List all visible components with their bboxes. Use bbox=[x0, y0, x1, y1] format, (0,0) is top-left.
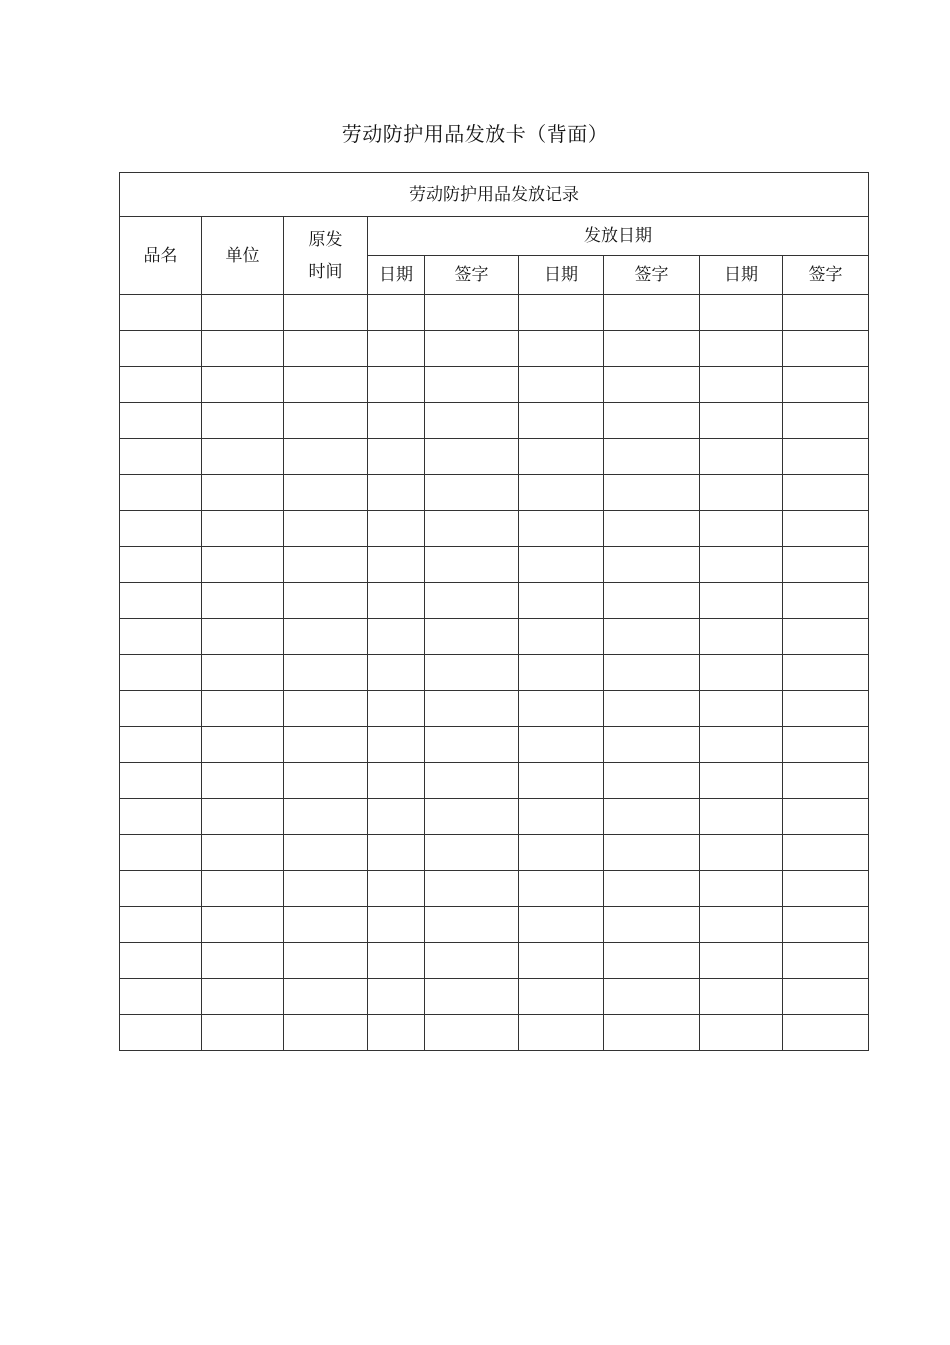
cell-date-1[interactable] bbox=[368, 1015, 425, 1051]
table-row bbox=[120, 475, 869, 511]
cell-item-name[interactable] bbox=[120, 763, 202, 799]
cell-signature-2[interactable] bbox=[604, 1015, 700, 1051]
cell-unit[interactable] bbox=[202, 691, 284, 727]
cell-date-2[interactable] bbox=[519, 835, 604, 871]
cell-signature-1[interactable] bbox=[425, 439, 519, 475]
cell-date-1[interactable] bbox=[368, 511, 425, 547]
cell-signature-3[interactable] bbox=[783, 619, 869, 655]
cell-date-2[interactable] bbox=[519, 547, 604, 583]
cell-signature-3[interactable] bbox=[783, 799, 869, 835]
cell-date-1[interactable] bbox=[368, 619, 425, 655]
cell-signature-1[interactable] bbox=[425, 1015, 519, 1051]
cell-original-issue-time[interactable] bbox=[284, 475, 368, 511]
header-sub-date-1: 日期 bbox=[368, 256, 425, 295]
cell-signature-2[interactable] bbox=[604, 583, 700, 619]
cell-date-1[interactable] bbox=[368, 691, 425, 727]
issue-record-table bbox=[119, 172, 869, 1051]
cell-date-2[interactable] bbox=[519, 979, 604, 1015]
cell-signature-3[interactable] bbox=[783, 1015, 869, 1051]
cell-original-issue-time[interactable] bbox=[284, 799, 368, 835]
table-row bbox=[120, 367, 869, 403]
cell-date-3[interactable] bbox=[700, 907, 783, 943]
cell-signature-1[interactable] bbox=[425, 871, 519, 907]
table-row bbox=[120, 943, 869, 979]
cell-original-issue-time[interactable] bbox=[284, 583, 368, 619]
cell-date-2[interactable] bbox=[519, 727, 604, 763]
cell-date-2[interactable] bbox=[519, 943, 604, 979]
cell-signature-1[interactable] bbox=[425, 295, 519, 331]
cell-item-name[interactable] bbox=[120, 619, 202, 655]
cell-original-issue-time[interactable] bbox=[284, 403, 368, 439]
cell-signature-3[interactable] bbox=[783, 655, 869, 691]
cell-signature-1[interactable] bbox=[425, 619, 519, 655]
cell-date-3[interactable] bbox=[700, 655, 783, 691]
header-unit: 单位 bbox=[202, 217, 284, 295]
table-row bbox=[120, 655, 869, 691]
header-sub-date-3: 日期 bbox=[700, 256, 783, 295]
cell-signature-2[interactable] bbox=[604, 331, 700, 367]
cell-unit[interactable] bbox=[202, 655, 284, 691]
cell-unit[interactable] bbox=[202, 871, 284, 907]
cell-signature-1[interactable] bbox=[425, 835, 519, 871]
cell-item-name[interactable] bbox=[120, 727, 202, 763]
cell-signature-2[interactable] bbox=[604, 655, 700, 691]
cell-original-issue-time[interactable] bbox=[284, 943, 368, 979]
cell-signature-3[interactable] bbox=[783, 727, 869, 763]
cell-signature-1[interactable] bbox=[425, 511, 519, 547]
cell-unit[interactable] bbox=[202, 547, 284, 583]
cell-signature-1[interactable] bbox=[425, 763, 519, 799]
table-row bbox=[120, 907, 869, 943]
cell-signature-3[interactable] bbox=[783, 547, 869, 583]
cell-date-3[interactable] bbox=[700, 367, 783, 403]
cell-signature-3[interactable] bbox=[783, 295, 869, 331]
cell-item-name[interactable] bbox=[120, 367, 202, 403]
cell-date-1[interactable] bbox=[368, 763, 425, 799]
table-row bbox=[120, 511, 869, 547]
cell-date-2[interactable] bbox=[519, 331, 604, 367]
cell-signature-3[interactable] bbox=[783, 979, 869, 1015]
cell-signature-1[interactable] bbox=[425, 655, 519, 691]
cell-unit[interactable] bbox=[202, 331, 284, 367]
cell-signature-1[interactable] bbox=[425, 331, 519, 367]
cell-signature-2[interactable] bbox=[604, 835, 700, 871]
cell-signature-2[interactable] bbox=[604, 691, 700, 727]
table-row bbox=[120, 403, 869, 439]
cell-date-2[interactable] bbox=[519, 439, 604, 475]
table-row bbox=[120, 871, 869, 907]
cell-original-issue-time[interactable] bbox=[284, 907, 368, 943]
table-row bbox=[120, 547, 869, 583]
cell-item-name[interactable] bbox=[120, 403, 202, 439]
cell-signature-2[interactable] bbox=[604, 943, 700, 979]
cell-signature-1[interactable] bbox=[425, 799, 519, 835]
cell-date-3[interactable] bbox=[700, 619, 783, 655]
cell-date-1[interactable] bbox=[368, 583, 425, 619]
cell-signature-2[interactable] bbox=[604, 367, 700, 403]
cell-original-issue-time[interactable] bbox=[284, 367, 368, 403]
cell-original-issue-time[interactable] bbox=[284, 871, 368, 907]
cell-date-2[interactable] bbox=[519, 295, 604, 331]
cell-date-3[interactable] bbox=[700, 979, 783, 1015]
cell-original-issue-time[interactable] bbox=[284, 547, 368, 583]
cell-item-name[interactable] bbox=[120, 691, 202, 727]
header-sub-signature-1: 签字 bbox=[425, 256, 519, 295]
cell-signature-2[interactable] bbox=[604, 511, 700, 547]
cell-date-1[interactable] bbox=[368, 655, 425, 691]
cell-signature-1[interactable] bbox=[425, 547, 519, 583]
header-item-name: 品名 bbox=[120, 217, 202, 295]
cell-signature-1[interactable] bbox=[425, 979, 519, 1015]
cell-date-3[interactable] bbox=[700, 583, 783, 619]
cell-original-issue-time[interactable] bbox=[284, 511, 368, 547]
cell-date-2[interactable] bbox=[519, 871, 604, 907]
cell-unit[interactable] bbox=[202, 763, 284, 799]
cell-signature-1[interactable] bbox=[425, 691, 519, 727]
table-row bbox=[120, 439, 869, 475]
cell-unit[interactable] bbox=[202, 475, 284, 511]
cell-date-2[interactable] bbox=[519, 655, 604, 691]
cell-signature-2[interactable] bbox=[604, 727, 700, 763]
cell-signature-3[interactable] bbox=[783, 691, 869, 727]
cell-date-1[interactable] bbox=[368, 871, 425, 907]
cell-date-3[interactable] bbox=[700, 547, 783, 583]
cell-item-name[interactable] bbox=[120, 331, 202, 367]
cell-signature-2[interactable] bbox=[604, 403, 700, 439]
cell-date-3[interactable] bbox=[700, 727, 783, 763]
header-original-issue-line1: 原发 bbox=[308, 229, 343, 250]
cell-signature-3[interactable] bbox=[783, 367, 869, 403]
cell-date-1[interactable] bbox=[368, 835, 425, 871]
cell-signature-2[interactable] bbox=[604, 475, 700, 511]
cell-date-1[interactable] bbox=[368, 403, 425, 439]
cell-date-1[interactable] bbox=[368, 475, 425, 511]
table-row bbox=[120, 331, 869, 367]
cell-signature-2[interactable] bbox=[604, 763, 700, 799]
header-sub-signature-3: 签字 bbox=[783, 256, 869, 295]
cell-signature-3[interactable] bbox=[783, 907, 869, 943]
cell-signature-3[interactable] bbox=[783, 583, 869, 619]
cell-item-name[interactable] bbox=[120, 583, 202, 619]
cell-date-2[interactable] bbox=[519, 691, 604, 727]
cell-unit[interactable] bbox=[202, 439, 284, 475]
cell-date-2[interactable] bbox=[519, 763, 604, 799]
cell-signature-2[interactable] bbox=[604, 907, 700, 943]
cell-date-3[interactable] bbox=[700, 403, 783, 439]
cell-unit[interactable] bbox=[202, 367, 284, 403]
cell-original-issue-time[interactable] bbox=[284, 439, 368, 475]
cell-date-3[interactable] bbox=[700, 943, 783, 979]
cell-signature-3[interactable] bbox=[783, 403, 869, 439]
cell-date-1[interactable] bbox=[368, 907, 425, 943]
cell-item-name[interactable] bbox=[120, 295, 202, 331]
cell-signature-2[interactable] bbox=[604, 799, 700, 835]
cell-date-3[interactable] bbox=[700, 331, 783, 367]
cell-item-name[interactable] bbox=[120, 835, 202, 871]
cell-date-2[interactable] bbox=[519, 619, 604, 655]
cell-signature-2[interactable] bbox=[604, 619, 700, 655]
cell-date-2[interactable] bbox=[519, 475, 604, 511]
cell-signature-3[interactable] bbox=[783, 331, 869, 367]
table-row bbox=[120, 835, 869, 871]
cell-item-name[interactable] bbox=[120, 907, 202, 943]
cell-signature-1[interactable] bbox=[425, 583, 519, 619]
cell-unit[interactable] bbox=[202, 583, 284, 619]
cell-date-2[interactable] bbox=[519, 511, 604, 547]
cell-signature-1[interactable] bbox=[425, 943, 519, 979]
cell-item-name[interactable] bbox=[120, 979, 202, 1015]
cell-date-1[interactable] bbox=[368, 331, 425, 367]
cell-item-name[interactable] bbox=[120, 943, 202, 979]
cell-signature-3[interactable] bbox=[783, 943, 869, 979]
document-title: 劳动防护用品发放卡（背面） bbox=[341, 122, 609, 146]
cell-item-name[interactable] bbox=[120, 439, 202, 475]
table-title: 劳动防护用品发放记录 bbox=[120, 173, 869, 217]
cell-date-3[interactable] bbox=[700, 835, 783, 871]
cell-signature-3[interactable] bbox=[783, 475, 869, 511]
cell-date-2[interactable] bbox=[519, 1015, 604, 1051]
cell-signature-2[interactable] bbox=[604, 979, 700, 1015]
cell-date-2[interactable] bbox=[519, 799, 604, 835]
table-row bbox=[120, 691, 869, 727]
cell-item-name[interactable] bbox=[120, 655, 202, 691]
cell-original-issue-time[interactable] bbox=[284, 331, 368, 367]
cell-unit[interactable] bbox=[202, 403, 284, 439]
cell-date-3[interactable] bbox=[700, 511, 783, 547]
header-original-issue-time bbox=[284, 217, 368, 295]
cell-unit[interactable] bbox=[202, 835, 284, 871]
header-sub-date-2: 日期 bbox=[519, 256, 604, 295]
cell-signature-3[interactable] bbox=[783, 439, 869, 475]
cell-signature-3[interactable] bbox=[783, 835, 869, 871]
cell-date-1[interactable] bbox=[368, 979, 425, 1015]
cell-date-1[interactable] bbox=[368, 439, 425, 475]
cell-original-issue-time[interactable] bbox=[284, 619, 368, 655]
cell-signature-1[interactable] bbox=[425, 907, 519, 943]
cell-original-issue-time[interactable] bbox=[284, 763, 368, 799]
cell-signature-1[interactable] bbox=[425, 367, 519, 403]
table-row bbox=[120, 583, 869, 619]
header-issue-date-group: 发放日期 bbox=[368, 217, 869, 256]
table-row bbox=[120, 295, 869, 331]
cell-signature-1[interactable] bbox=[425, 475, 519, 511]
table-row bbox=[120, 619, 869, 655]
cell-original-issue-time[interactable] bbox=[284, 655, 368, 691]
header-original-issue-line2: 时间 bbox=[308, 261, 343, 282]
cell-date-1[interactable] bbox=[368, 943, 425, 979]
cell-item-name[interactable] bbox=[120, 799, 202, 835]
cell-unit[interactable] bbox=[202, 727, 284, 763]
cell-signature-3[interactable] bbox=[783, 871, 869, 907]
cell-signature-2[interactable] bbox=[604, 547, 700, 583]
cell-date-2[interactable] bbox=[519, 403, 604, 439]
cell-date-1[interactable] bbox=[368, 799, 425, 835]
cell-unit[interactable] bbox=[202, 1015, 284, 1051]
cell-item-name[interactable] bbox=[120, 547, 202, 583]
cell-original-issue-time[interactable] bbox=[284, 979, 368, 1015]
cell-signature-3[interactable] bbox=[783, 511, 869, 547]
table-row bbox=[120, 799, 869, 835]
cell-date-2[interactable] bbox=[519, 583, 604, 619]
cell-date-3[interactable] bbox=[700, 763, 783, 799]
cell-date-2[interactable] bbox=[519, 907, 604, 943]
cell-unit[interactable] bbox=[202, 907, 284, 943]
cell-date-1[interactable] bbox=[368, 367, 425, 403]
cell-original-issue-time[interactable] bbox=[284, 1015, 368, 1051]
cell-date-3[interactable] bbox=[700, 295, 783, 331]
cell-signature-3[interactable] bbox=[783, 763, 869, 799]
cell-signature-2[interactable] bbox=[604, 871, 700, 907]
cell-original-issue-time[interactable] bbox=[284, 691, 368, 727]
cell-item-name[interactable] bbox=[120, 511, 202, 547]
header-sub-signature-2: 签字 bbox=[604, 256, 700, 295]
cell-date-3[interactable] bbox=[700, 691, 783, 727]
cell-unit[interactable] bbox=[202, 799, 284, 835]
cell-signature-1[interactable] bbox=[425, 727, 519, 763]
cell-date-2[interactable] bbox=[519, 367, 604, 403]
table-row bbox=[120, 763, 869, 799]
cell-date-3[interactable] bbox=[700, 871, 783, 907]
cell-item-name[interactable] bbox=[120, 475, 202, 511]
cell-unit[interactable] bbox=[202, 295, 284, 331]
cell-original-issue-time[interactable] bbox=[284, 727, 368, 763]
cell-date-3[interactable] bbox=[700, 799, 783, 835]
cell-original-issue-time[interactable] bbox=[284, 295, 368, 331]
cell-date-3[interactable] bbox=[700, 475, 783, 511]
cell-unit[interactable] bbox=[202, 943, 284, 979]
cell-date-1[interactable] bbox=[368, 727, 425, 763]
cell-date-3[interactable] bbox=[700, 439, 783, 475]
table-row bbox=[120, 1015, 869, 1051]
cell-item-name[interactable] bbox=[120, 1015, 202, 1051]
table-row bbox=[120, 727, 869, 763]
cell-original-issue-time[interactable] bbox=[284, 835, 368, 871]
cell-signature-2[interactable] bbox=[604, 295, 700, 331]
table-row bbox=[120, 979, 869, 1015]
cell-unit[interactable] bbox=[202, 619, 284, 655]
cell-unit[interactable] bbox=[202, 511, 284, 547]
cell-item-name[interactable] bbox=[120, 871, 202, 907]
cell-signature-2[interactable] bbox=[604, 439, 700, 475]
cell-date-1[interactable] bbox=[368, 295, 425, 331]
cell-date-1[interactable] bbox=[368, 547, 425, 583]
cell-unit[interactable] bbox=[202, 979, 284, 1015]
cell-date-3[interactable] bbox=[700, 1015, 783, 1051]
cell-signature-1[interactable] bbox=[425, 403, 519, 439]
